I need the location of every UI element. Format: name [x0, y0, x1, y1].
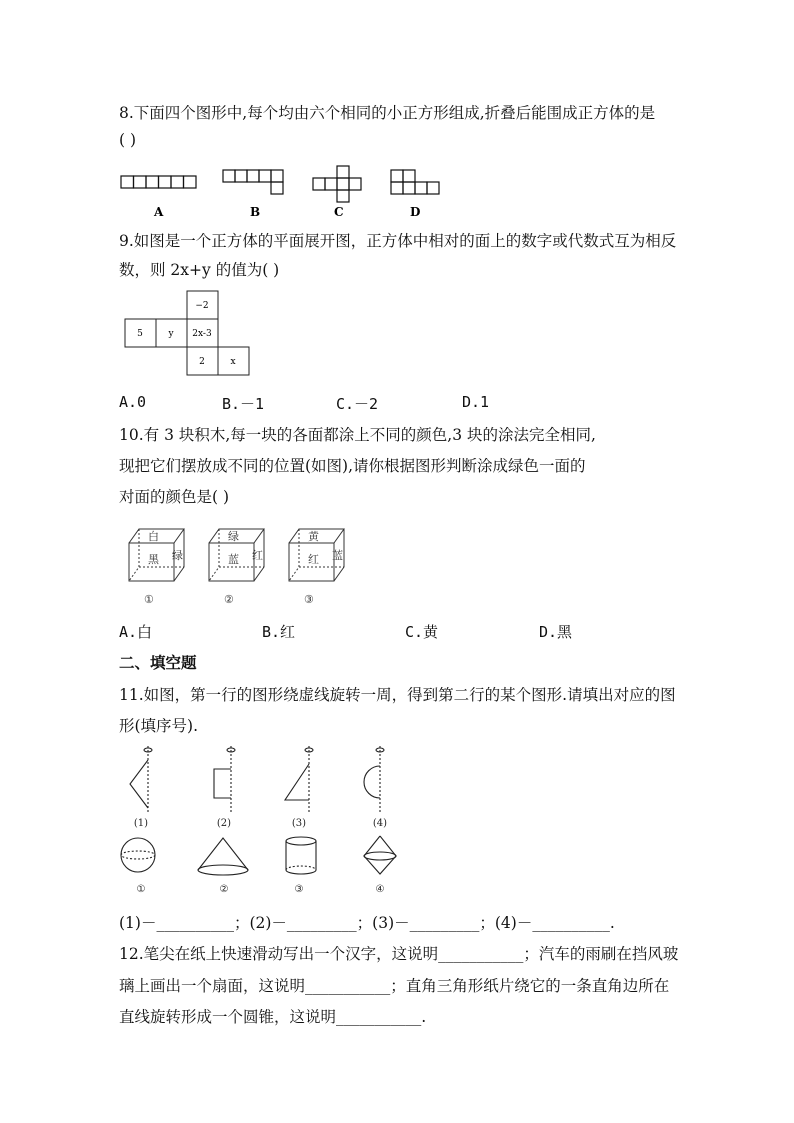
q11-row1-fig2 [214, 746, 235, 814]
q9-cell-y: y [168, 329, 174, 339]
q11-row1-label-2: (2) [216, 818, 232, 829]
q11-rotation-figures [116, 742, 396, 902]
q12-line2: 璃上画出一个扇面，这说明___________；直角三角形纸片绕它的一条直角边所在 [119, 977, 670, 995]
q8-label-c: C [334, 205, 344, 219]
q10-cube3-label: ③ [304, 593, 314, 606]
q9-line1: 9.如图是一个正方体的平面展开图，正方体中相对的面上的数字或代数式互为相反 [119, 232, 677, 250]
q10-option-d: D.黑 [539, 623, 573, 641]
q11-row1-label-1: (1) [133, 818, 149, 829]
q11-line1: 11.如图，第一行的图形绕虚线旋转一周，得到第二行的某个图形.请填出对应的图 [119, 686, 676, 704]
q10-cube1-front: 黑 [148, 553, 159, 566]
q11-row2-label-1: ① [136, 884, 146, 895]
q11-row2-cone [198, 838, 248, 875]
q9-option-c: C.－2 [336, 395, 379, 413]
q10-cube2-front: 蓝 [228, 553, 239, 566]
q11-row1-fig3 [285, 746, 313, 814]
q8-figure-d [391, 170, 439, 194]
section-fill-in-title: 二、填空题 [119, 654, 197, 672]
q10-cube3-top: 黄 [308, 530, 319, 543]
q8-figures [115, 166, 455, 221]
q9-cell-x: x [230, 357, 236, 367]
q10-cube1-top: 白 [148, 530, 159, 543]
q12-line3: 直线旋转形成一个圆锥，这说明___________. [119, 1008, 427, 1026]
q11-row1-label-3: (3) [291, 818, 307, 829]
q12-line1: 12.笔尖在纸上快速滑动写出一个汉字，这说明___________；汽车的雨刷在挡风玻 [119, 945, 679, 963]
q9-cell-bottom: 2 [199, 357, 205, 367]
q11-row1-fig4 [364, 746, 384, 814]
q10-cube3-front: 红 [308, 553, 319, 566]
q10-option-b: B.红 [262, 623, 296, 641]
q8-label-a: A [154, 205, 164, 219]
q8-figure-a [121, 176, 196, 188]
q10-cube1-side: 绿 [172, 549, 183, 562]
q11-line2: 形(填序号). [119, 717, 199, 735]
q10-option-a: A.白 [119, 623, 153, 641]
q9-option-a: A.0 [119, 393, 147, 411]
q8-figure-b [223, 170, 283, 194]
q9-cell-center: 2x-3 [192, 329, 212, 339]
q10-cube2-top: 绿 [228, 530, 239, 543]
q11-answer-line: (1)－__________；(2)－_________；(3)－_________；(4)－__________. [119, 914, 615, 932]
q10-cube3-side: 蓝 [332, 549, 343, 562]
q11-row1-label-4: (4) [372, 818, 388, 829]
q8-label-d: D [410, 205, 421, 219]
q10-cube2-side: 红 [252, 549, 263, 562]
q11-row2-label-2: ② [219, 884, 229, 895]
q8-line2: ( ) [119, 131, 137, 149]
q11-row2-cylinder [286, 837, 316, 874]
q9-option-d: D.1 [462, 393, 490, 411]
q10-option-c: C.黄 [405, 623, 439, 641]
q10-line3: 对面的颜色是( ) [119, 488, 230, 506]
q8-label-b: B [250, 205, 261, 219]
q11-row2-label-3: ③ [294, 884, 304, 895]
q9-option-b: B.－1 [222, 395, 265, 413]
q9-line2: 数，则 2x+y 的值为( ) [119, 261, 280, 279]
q11-row2-label-4: ④ [375, 884, 385, 895]
q9-cell-left: 5 [137, 329, 143, 339]
q10-line1: 10.有 3 块积木,每一块的各面都涂上不同的颜色,3 块的涂法完全相同, [119, 426, 596, 444]
q10-cube2-label: ② [224, 593, 234, 606]
q10-cubes [126, 523, 366, 608]
q11-row1-fig1 [130, 746, 152, 814]
q11-row2-sphere [121, 838, 155, 872]
q8-figure-c [313, 166, 361, 202]
q9-cell-top: −2 [195, 301, 209, 311]
q9-cube-net [124, 290, 254, 380]
q11-row2-double-cone [364, 836, 396, 874]
q10-cube1-label: ① [144, 593, 154, 606]
q8-line1: 8.下面四个图形中,每个均由六个相同的小正方形组成,折叠后能围成正方体的是 [119, 104, 656, 122]
q10-line2: 现把它们摆放成不同的位置(如图),请你根据图形判断涂成绿色一面的 [119, 457, 586, 475]
